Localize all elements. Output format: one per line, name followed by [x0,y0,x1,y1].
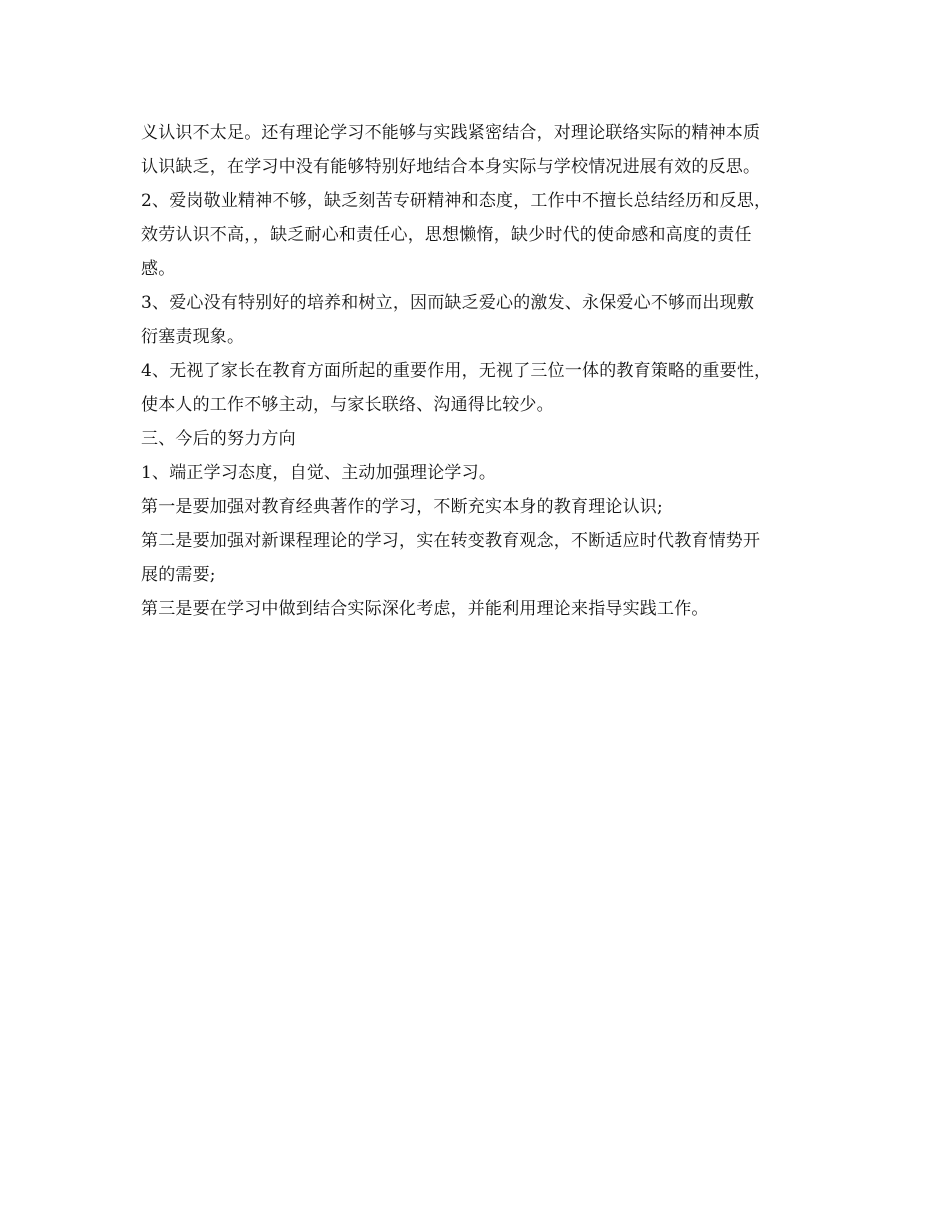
text-line: 第一是要加强对教育经典著作的学习，不断充实本身的教育理论认识; [141,497,663,517]
text-line: 4、无视了家长在教育方面所起的重要作用，无视了三位一体的教育策略的重要性， [141,361,772,381]
text-line: 3、爱心没有特别好的培养和树立，因而缺乏爱心的激发、永保爱心不够而出现敷 [141,293,755,313]
text-line: 使本人的工作不够主动，与家长联络、沟通得比较少。 [141,395,554,415]
text-line: 2、爱岗敬业精神不够，缺乏刻苦专研精神和态度，工作中不擅长总结经历和反思， [141,191,772,211]
text-line: 展的需要; [141,565,216,585]
text-line: 认识缺乏，在学习中没有能够特别好地结合本身实际与学校情况进展有效的反思。 [141,157,761,177]
text-line: 第三是要在学习中做到结合实际深化考虑，并能利用理论来指导实践工作。 [141,599,709,619]
text-line: 感。 [141,259,176,279]
section-heading: 三、今后的努力方向 [141,429,296,449]
text-line: 第二是要加强对新课程理论的学习，实在转变教育观念，不断适应时代教育情势开 [141,531,761,551]
text-line: 义认识不太足。还有理论学习不能够与实践紧密结合，对理论联络实际的精神本质 [141,123,761,143]
text-line: 衍塞责现象。 [141,327,245,347]
text-line: 1、端正学习态度，自觉、主动加强理论学习。 [141,463,497,483]
document-body [141,116,841,626]
text-line: 效劳认识不高，，缺乏耐心和责任心，思想懒惰，缺少时代的使命感和高度的责任 [141,225,752,245]
